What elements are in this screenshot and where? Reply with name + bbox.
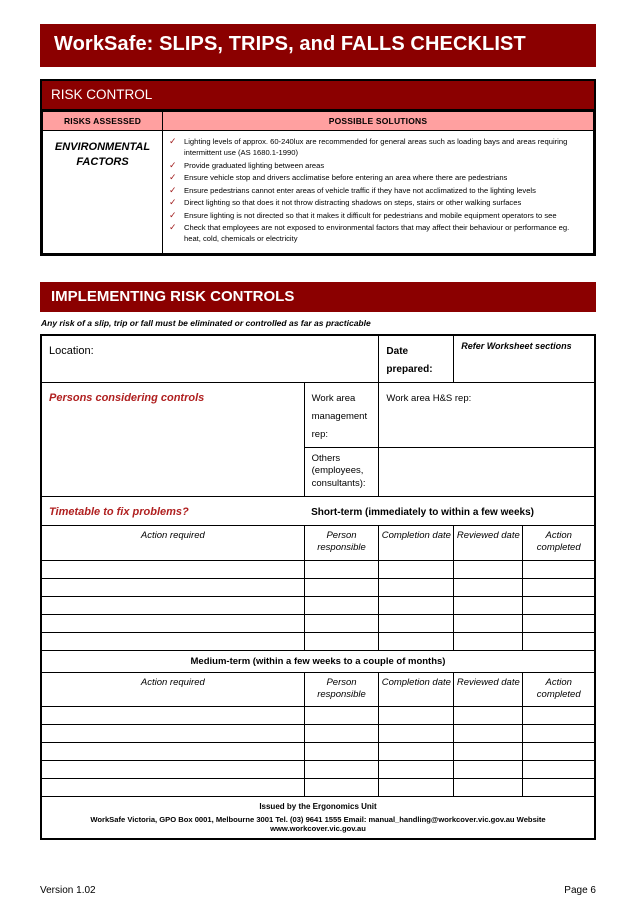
page-footer (40, 885, 596, 896)
cell-action-required[interactable] (41, 596, 304, 614)
solution-text: Ensure lighting is not directed so that it makes it difficult for pedestrians and mobile equipment operators to see (184, 210, 557, 220)
table-row[interactable] (41, 578, 595, 596)
cell-reviewed-date[interactable] (454, 743, 523, 761)
cell-reviewed-date[interactable] (454, 761, 523, 779)
refer-worksheet-note: Refer Worksheet sections (454, 335, 595, 383)
cell-reviewed-date[interactable] (454, 779, 523, 797)
check-icon: ✓ (169, 184, 177, 195)
cell-completion-date[interactable] (379, 632, 454, 650)
column-header-reviewed-date: Reviewed date (454, 525, 523, 560)
cell-action-completed[interactable] (523, 560, 595, 578)
persons-considering-label-cell (41, 382, 304, 496)
cell-action-required[interactable] (41, 632, 304, 650)
column-header-action-completed: Action completed (523, 525, 595, 560)
cell-completion-date[interactable] (379, 761, 454, 779)
column-header-person-responsible: Person responsible (304, 525, 379, 560)
list-item (167, 210, 587, 221)
cell-completion-date[interactable] (379, 596, 454, 614)
cell-reviewed-date[interactable] (454, 725, 523, 743)
cell-action-completed[interactable] (523, 725, 595, 743)
column-header-person-responsible: Person responsible (304, 672, 379, 707)
version-label: Version 1.02 (40, 885, 96, 896)
column-header-possible-solutions: POSSIBLE SOLUTIONS (163, 112, 594, 131)
medium-term-header-row (41, 672, 595, 707)
column-header-reviewed-date: Reviewed date (454, 672, 523, 707)
location-row (41, 335, 595, 383)
list-item (167, 197, 587, 208)
cell-action-completed[interactable] (523, 779, 595, 797)
solution-text: Check that employees are not exposed to environmental factors that may affect their behaviour or performance eg. heat, cold, chemicals or electricity (184, 223, 570, 243)
management-rep-field[interactable] (304, 382, 379, 447)
cell-action-required[interactable] (41, 761, 304, 779)
management-rep-label: Work area management rep: (311, 392, 368, 440)
page-number: Page 6 (564, 885, 596, 896)
location-field[interactable] (41, 335, 379, 383)
list-item (167, 172, 587, 183)
date-prepared-field[interactable] (379, 335, 454, 383)
cell-reviewed-date[interactable] (454, 578, 523, 596)
date-prepared-label: Date prepared: (386, 345, 433, 375)
cell-person-responsible[interactable] (304, 761, 379, 779)
solution-text: Direct lighting so that does it not throw distracting shadows on steps, stairs or other walking surfaces (184, 198, 522, 207)
cell-action-required[interactable] (41, 725, 304, 743)
cell-reviewed-date[interactable] (454, 560, 523, 578)
cell-action-required[interactable] (41, 707, 304, 725)
short-term-header-row (41, 525, 595, 560)
cell-completion-date[interactable] (379, 725, 454, 743)
table-row[interactable] (41, 560, 595, 578)
column-header-completion-date: Completion date (379, 525, 454, 560)
table-row[interactable] (41, 761, 595, 779)
hs-rep-label: Work area H&S rep: (386, 392, 472, 404)
cell-action-completed[interactable] (523, 707, 595, 725)
list-item (167, 160, 587, 171)
timetable-row (41, 496, 595, 525)
implementing-subtitle: Any risk of a slip, trip or fall must be eliminated or controlled as far as practicable (41, 317, 371, 328)
cell-person-responsible[interactable] (304, 560, 379, 578)
risk-control-header-row (43, 112, 594, 131)
solutions-list (167, 136, 587, 244)
column-header-risks-assessed: RISKS ASSESSED (43, 112, 163, 131)
cell-completion-date[interactable] (379, 743, 454, 761)
list-item (167, 136, 587, 158)
risk-control-table (42, 111, 594, 254)
column-header-action-completed: Action completed (523, 672, 595, 707)
risk-category-label: ENVIRONMENTAL FACTORS (43, 131, 163, 254)
cell-action-required[interactable] (41, 743, 304, 761)
cell-action-required[interactable] (41, 779, 304, 797)
cell-person-responsible[interactable] (304, 707, 379, 725)
cell-action-required[interactable] (41, 560, 304, 578)
timetable-label: Timetable to fix problems? (49, 505, 189, 518)
solution-text: Ensure vehicle stop and drivers acclimatise before entering an area where there are pedestrians (184, 173, 508, 182)
cell-reviewed-date[interactable] (454, 596, 523, 614)
cell-person-responsible[interactable] (304, 632, 379, 650)
hs-rep-field[interactable] (379, 382, 595, 447)
cell-action-completed[interactable] (523, 596, 595, 614)
cell-action-required[interactable] (41, 578, 304, 596)
table-row[interactable] (41, 632, 595, 650)
document-title-banner: WorkSafe: SLIPS, TRIPS, and FALLS CHECKLIST (40, 24, 596, 67)
medium-term-title-row (41, 650, 595, 672)
cell-person-responsible[interactable] (304, 743, 379, 761)
issued-by-text: Issued by the Ergonomics Unit (259, 802, 377, 812)
others-label-cell (304, 447, 379, 496)
cell-reviewed-date[interactable] (454, 707, 523, 725)
cell-person-responsible[interactable] (304, 779, 379, 797)
issued-by-cell (41, 797, 595, 814)
short-term-title: Short-term (immediately to within a few weeks) (311, 506, 534, 518)
solution-text: Provide graduated lighting between areas (184, 160, 325, 170)
implementing-section-title: IMPLEMENTING RISK CONTROLS (40, 282, 596, 312)
list-item (167, 185, 587, 196)
cell-reviewed-date[interactable] (454, 614, 523, 632)
table-row[interactable] (41, 614, 595, 632)
check-icon: ✓ (169, 209, 177, 220)
risk-control-block (40, 79, 596, 256)
solution-text: Lighting levels of approx. 60-240lux are recommended for general areas such as loading bays and areas requiring intermittent use (AS 1680.1-1990) (184, 137, 568, 157)
column-header-action-required: Action required (41, 672, 304, 707)
cell-person-responsible[interactable] (304, 614, 379, 632)
persons-considering-row (41, 382, 595, 447)
check-icon: ✓ (169, 222, 177, 232)
possible-solutions-cell (163, 131, 594, 254)
implementing-form-table (40, 334, 596, 841)
check-icon: ✓ (169, 159, 177, 170)
table-row[interactable] (41, 707, 595, 725)
table-row[interactable] (41, 725, 595, 743)
issued-by-row (41, 797, 595, 814)
check-icon: ✓ (169, 136, 177, 146)
table-row[interactable] (41, 743, 595, 761)
risk-control-section-title: RISK CONTROL (42, 81, 594, 111)
short-term-title-cell (304, 496, 595, 525)
cell-reviewed-date[interactable] (454, 632, 523, 650)
cell-completion-date[interactable] (379, 560, 454, 578)
medium-term-title: Medium-term (within a few weeks to a couple of months) (41, 650, 595, 672)
cell-completion-date[interactable] (379, 707, 454, 725)
check-icon: ✓ (169, 197, 177, 207)
cell-action-completed[interactable] (523, 743, 595, 761)
table-row[interactable] (41, 779, 595, 797)
contact-details: WorkSafe Victoria, GPO Box 0001, Melbourne 3001 Tel. (03) 9641 1555 Email: manual_handling@workcover.vic.gov.au Website www.workcover.vic.gov.au (90, 815, 546, 834)
list-item (167, 222, 587, 244)
cell-completion-date[interactable] (379, 578, 454, 596)
contact-cell (41, 813, 595, 839)
others-field[interactable] (379, 447, 595, 496)
others-label: Others (employees, consultants): (311, 452, 366, 490)
solution-text: Ensure pedestrians cannot enter areas of vehicle traffic if they have not acclimatized to the lighting levels (184, 185, 536, 195)
cell-action-completed[interactable] (523, 761, 595, 779)
location-label: Location: (49, 344, 94, 357)
cell-action-required[interactable] (41, 614, 304, 632)
cell-action-completed[interactable] (523, 578, 595, 596)
timetable-label-cell (41, 496, 304, 525)
cell-completion-date[interactable] (379, 779, 454, 797)
contact-row (41, 813, 595, 839)
table-row[interactable] (41, 596, 595, 614)
cell-person-responsible[interactable] (304, 578, 379, 596)
cell-person-responsible[interactable] (304, 725, 379, 743)
document-page (0, 24, 636, 924)
table-row (43, 131, 594, 254)
column-header-completion-date: Completion date (379, 672, 454, 707)
cell-person-responsible[interactable] (304, 596, 379, 614)
cell-completion-date[interactable] (379, 614, 454, 632)
column-header-action-required: Action required (41, 525, 304, 560)
check-icon: ✓ (169, 172, 177, 182)
cell-action-completed[interactable] (523, 632, 595, 650)
cell-action-completed[interactable] (523, 614, 595, 632)
persons-considering-label: Persons considering controls (49, 391, 205, 404)
